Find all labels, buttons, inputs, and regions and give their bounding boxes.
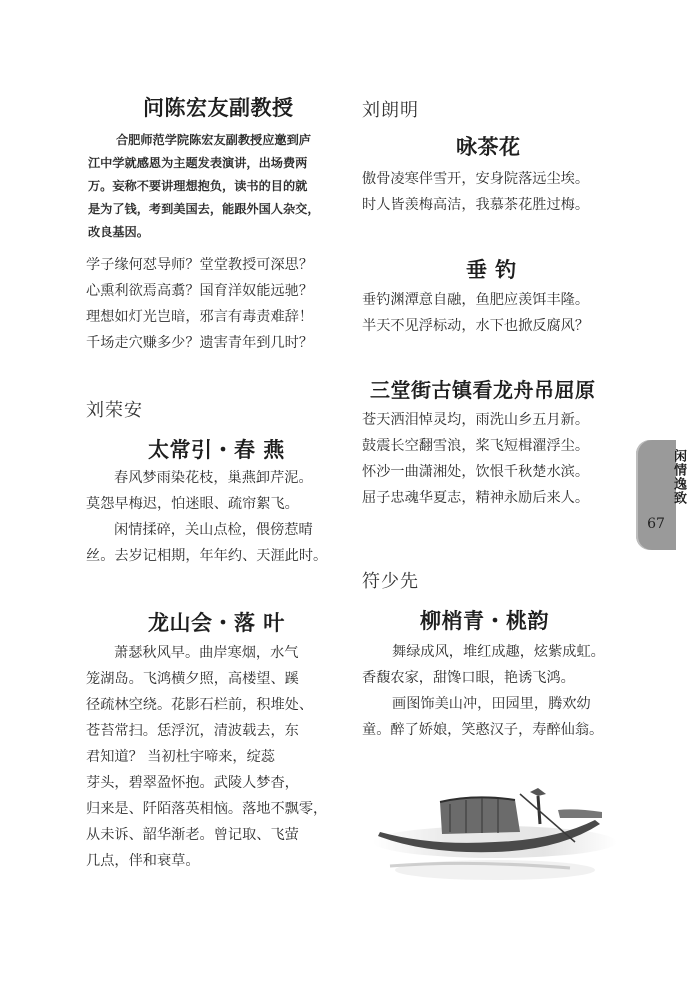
preface-line: 万。妄称不要讲理想抱负，读书的目的就 bbox=[88, 179, 308, 193]
poem-line: 心熏利欲焉高翥？国育洋奴能远驰？ bbox=[86, 283, 314, 299]
poem-line: 舞绿成风，堆红成趣，炫紫成虹。 bbox=[392, 644, 605, 660]
poem-line: 香馥农家，甜馋口眼，艳诱飞鸿。 bbox=[362, 670, 575, 686]
poem-title: 三堂街古镇看龙舟吊屈原 bbox=[370, 378, 596, 402]
poem-line: 时人皆羡梅高洁，我慕茶花胜过梅。 bbox=[362, 197, 590, 213]
poem-line: 莫怨早梅迟，怕迷眼、疏帘絮飞。 bbox=[86, 496, 299, 512]
poem-line: 君知道？ 当初杜宇啼来，绽蕊 bbox=[86, 749, 275, 765]
poem-line: 垂钓渊潭意自融，鱼肥应羡饵丰隆。 bbox=[362, 292, 590, 308]
poem-line: 学子缘何怼导师？堂堂教授可深思？ bbox=[86, 257, 314, 273]
preface-line: 改良基因。 bbox=[88, 225, 149, 239]
poem-line: 从未诉、韶华渐老。曾记取、飞萤 bbox=[86, 827, 299, 843]
poem-line: 径疏林空绕。花影石栏前，积堆处、 bbox=[86, 697, 314, 713]
author-name: 刘荣安 bbox=[86, 400, 143, 421]
poem-title: 太常引・春 燕 bbox=[148, 437, 285, 462]
poem-line: 归来是、阡陌落英相恼。落地不飘零， bbox=[86, 801, 328, 817]
poem-title: 垂 钓 bbox=[466, 257, 517, 282]
poem-line: 半天不见浮标动，水下也掀反腐风？ bbox=[362, 318, 590, 334]
poem-title: 咏茶花 bbox=[456, 134, 521, 159]
poem-line: 苍天洒泪悼灵均，雨洗山乡五月新。 bbox=[362, 412, 590, 428]
boat-illustration bbox=[370, 780, 620, 890]
poem-line: 怀沙一曲潇湘处，饮恨千秋楚水滨。 bbox=[362, 464, 590, 480]
chapter-tab bbox=[636, 440, 686, 550]
poem-line: 傲骨凌寒伴雪开，安身院落远尘埃。 bbox=[362, 171, 590, 187]
chapter-tab-label: 闲情逸致 bbox=[671, 449, 686, 505]
preface-line: 是为了钱，考到美国去，能跟外国人杂交， bbox=[88, 202, 320, 216]
poem-line: 屈子忠魂华夏志，精神永励后来人。 bbox=[362, 490, 590, 506]
poem-line: 理想如灯光岂暗，邪言有毒责难辞！ bbox=[86, 309, 314, 325]
poem-line: 闲情揉碎，关山点检，偎傍惹晴 bbox=[114, 522, 313, 538]
poem-line: 画图饰美山冲，田园里，腾欢幼 bbox=[392, 696, 591, 712]
poem-title: 柳梢青・桃韵 bbox=[420, 608, 549, 633]
poem-line: 鼓震长空翻雪浪，桨飞短楫濯浮尘。 bbox=[362, 438, 590, 454]
poem-line: 笼湖岛。飞鸿横夕照，高楼望、蹊 bbox=[86, 671, 299, 687]
poem-title: 问陈宏友副教授 bbox=[143, 95, 294, 120]
poem-line: 几点，伴和衰草。 bbox=[86, 853, 200, 869]
preface-line: 合肥师范学院陈宏友副教授应邀到庐 bbox=[116, 133, 311, 147]
preface-line: 江中学就感恩为主题发表演讲，出场费两 bbox=[88, 156, 308, 170]
poem-line: 芽头，碧翠盈怀抱。武陵人梦杳， bbox=[86, 775, 299, 791]
author-name: 刘朗明 bbox=[362, 100, 419, 121]
poem-line: 苍苔常扫。恁浮沉，清波载去，东 bbox=[86, 723, 299, 739]
poem-line: 童。醉了娇娘，笑憨汉子，寿醉仙翁。 bbox=[362, 722, 604, 738]
poem-line: 萧瑟秋风早。曲岸寒烟，水气 bbox=[114, 645, 299, 661]
poem-title: 龙山会・落 叶 bbox=[148, 610, 285, 635]
author-name: 符少先 bbox=[362, 571, 419, 592]
poem-line: 千场走穴赚多少？遗害青年到几时？ bbox=[86, 335, 314, 351]
page-number: 67 bbox=[647, 516, 665, 532]
poem-line: 春风梦雨染花枝，巢燕卸芹泥。 bbox=[114, 470, 313, 486]
poem-line: 丝。去岁记相期，年年约、天涯此时。 bbox=[86, 548, 328, 564]
